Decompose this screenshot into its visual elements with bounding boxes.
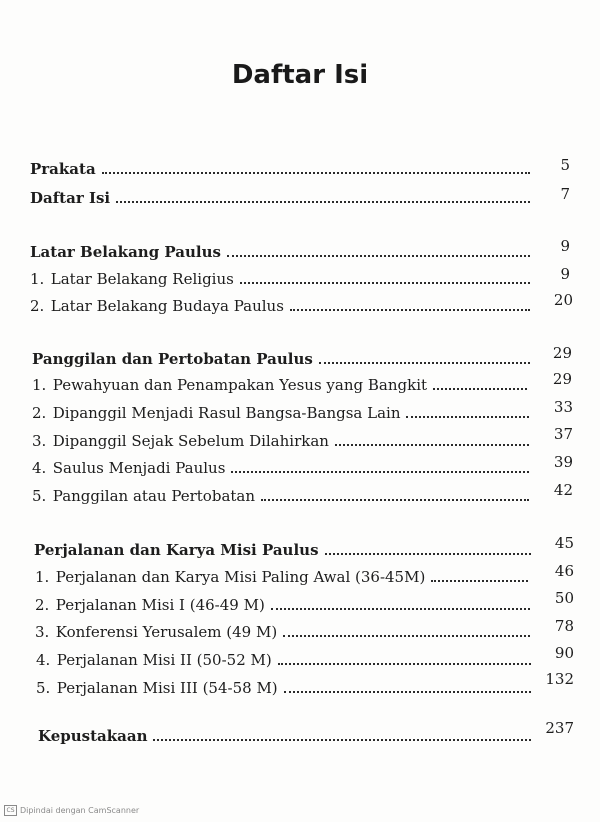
entry-text: Perjalanan Misi III (54-58 M) [56, 679, 278, 697]
toc-section-heading [30, 243, 535, 261]
entry-page: 42 [553, 481, 573, 499]
toc-entry [30, 297, 535, 315]
section-label: Perjalanan dan Karya Misi Paulus [34, 541, 319, 559]
leader-dots [227, 255, 530, 257]
leader-dots [240, 282, 530, 284]
entry-page: 50 [554, 589, 574, 607]
entry-text: Perjalanan Misi I (46-49 M) [55, 596, 265, 614]
entry-page: 45 [554, 534, 574, 552]
entry-number: 2. [30, 297, 45, 315]
entry-page: 78 [554, 617, 574, 635]
entry-text: Dipanggil Menjadi Rasul Bangsa-Bangsa Lain [52, 404, 401, 422]
entry-label: Daftar Isi [30, 189, 111, 207]
toc-entry [35, 568, 533, 586]
entry-label [36, 651, 272, 669]
toc-entry [36, 651, 536, 669]
leader-dots [231, 471, 529, 473]
toc-entry [35, 596, 535, 614]
leader-dots [116, 201, 530, 203]
entry-label [30, 297, 284, 315]
entry-number: 3. [35, 623, 50, 641]
watermark-text: Dipindai dengan CamScanner [20, 806, 140, 815]
entry-number: 1. [32, 376, 47, 394]
leader-dots [278, 663, 531, 665]
entry-page: 46 [554, 562, 574, 580]
entry-number: 1. [30, 270, 45, 288]
entry-text: Konferensi Yerusalem (49 M) [55, 623, 278, 641]
leader-dots [271, 608, 530, 610]
entry-label [32, 432, 329, 450]
section-label: Panggilan dan Pertobatan Paulus [32, 350, 313, 368]
entry-page: 90 [554, 644, 574, 662]
toc-entry [32, 376, 532, 394]
leader-dots [335, 444, 529, 446]
entry-number: 1. [35, 568, 50, 586]
leader-dots [433, 388, 527, 390]
entry-page: 29 [552, 370, 572, 388]
entry-number: 3. [32, 432, 47, 450]
entry-label [35, 568, 425, 586]
leader-dots [406, 416, 529, 418]
toc-entry-daftar-isi [30, 189, 535, 207]
leader-dots [153, 739, 531, 741]
entry-label: Kepustakaan [38, 727, 148, 745]
entry-text: Panggilan atau Pertobatan [52, 487, 256, 505]
entry-text: Latar Belakang Budaya Paulus [50, 297, 284, 315]
entry-text: Pewahyuan dan Penampakan Yesus yang Bangkit [52, 376, 428, 394]
entry-text: Saulus Menjadi Paulus [52, 459, 226, 477]
entry-text: Latar Belakang Religius [50, 270, 234, 288]
leader-dots [325, 553, 531, 555]
entry-label [35, 623, 277, 641]
leader-dots [283, 635, 530, 637]
entry-number: 5. [32, 487, 47, 505]
entry-label [30, 270, 234, 288]
entry-page: 132 [545, 670, 574, 688]
toc-entry-prakata [30, 160, 535, 178]
entry-page: 7 [560, 185, 570, 203]
scanner-watermark [4, 805, 139, 816]
entry-page: 5 [560, 156, 570, 174]
toc-section-heading [34, 541, 536, 559]
entry-text: Dipanggil Sejak Sebelum Dilahirkan [52, 432, 329, 450]
entry-text: Perjalanan dan Karya Misi Paling Awal (36-45M) [55, 568, 426, 586]
leader-dots [290, 309, 530, 311]
toc-entry [36, 679, 536, 697]
toc-entry [30, 270, 535, 288]
toc-entry [35, 623, 535, 641]
entry-page: 237 [545, 719, 574, 737]
entry-number: 2. [32, 404, 47, 422]
leader-dots [261, 499, 529, 501]
entry-label [35, 596, 265, 614]
entry-page: 33 [553, 398, 573, 416]
toc-entry [32, 404, 534, 422]
camscanner-logo-icon: CS [4, 805, 17, 816]
entry-number: 2. [35, 596, 50, 614]
leader-dots [102, 172, 530, 174]
entry-label [32, 376, 427, 394]
entry-label [32, 404, 400, 422]
entry-page: 9 [560, 237, 570, 255]
section-label: Latar Belakang Paulus [30, 243, 221, 261]
toc-entry [32, 459, 534, 477]
leader-dots [319, 362, 530, 364]
toc-entry [32, 487, 534, 505]
toc-entry-kepustakaan [38, 727, 536, 745]
leader-dots [431, 580, 528, 582]
entry-text: Perjalanan Misi II (50-52 M) [56, 651, 272, 669]
entry-number: 4. [32, 459, 47, 477]
toc-entry [32, 432, 534, 450]
entry-label: Prakata [30, 160, 96, 178]
entry-label [36, 679, 278, 697]
page-title: Daftar Isi [231, 60, 369, 90]
entry-number: 4. [36, 651, 51, 669]
leader-dots [284, 691, 531, 693]
entry-label [32, 459, 225, 477]
entry-number: 5. [36, 679, 51, 697]
entry-label [32, 487, 255, 505]
toc-section-heading [32, 350, 535, 368]
entry-page: 9 [560, 265, 570, 283]
entry-page: 29 [552, 344, 572, 362]
entry-page: 37 [553, 425, 573, 443]
entry-page: 39 [553, 453, 573, 471]
entry-page: 20 [553, 291, 573, 309]
